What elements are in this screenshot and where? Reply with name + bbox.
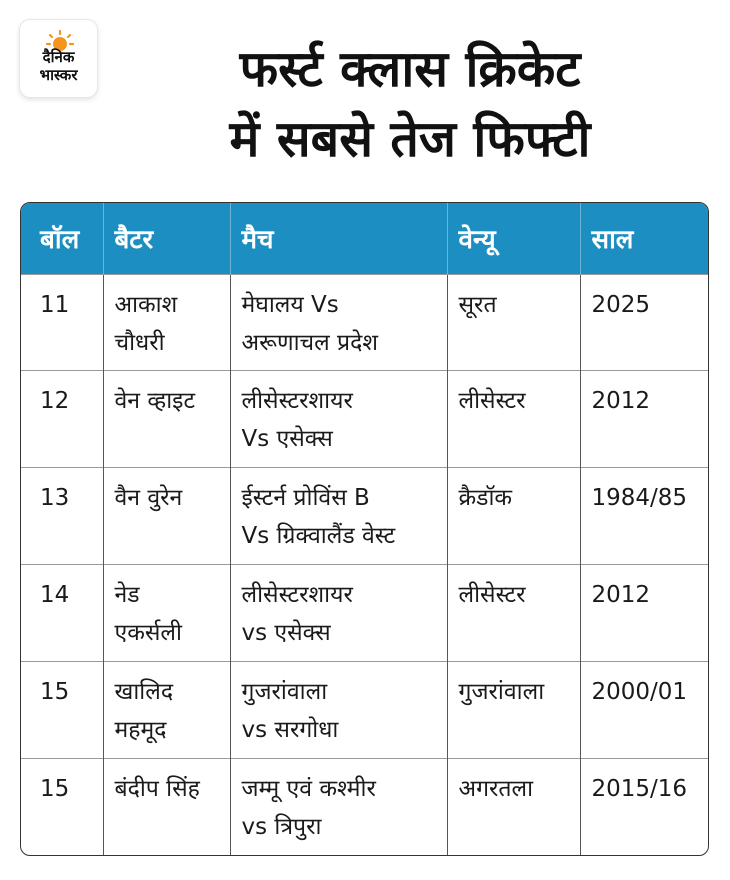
cell-match: लीसेस्टरशायर Vs एसेक्स [230,371,447,468]
col-header-match: मैच [230,203,447,274]
cell-venue: अगरतला [447,758,580,855]
cell-year: 2012 [580,371,709,468]
page-title [110,34,710,174]
brand-logo [20,20,97,97]
cell-match: जम्मू एवं कश्मीर vs त्रिपुरा [230,758,447,855]
fifty-table [20,202,709,856]
cell-batter: बंदीप सिंह [103,758,230,855]
cell-balls: 11 [21,274,103,371]
table-row [21,274,709,371]
table-row [21,371,709,468]
cell-balls: 13 [21,468,103,565]
cell-venue: लीसेस्टर [447,564,580,661]
cell-batter: वैन वुरेन [103,468,230,565]
cell-batter: आकाश चौधरी [103,274,230,371]
col-header-balls: बॉल [40,225,80,256]
cell-match: गुजरांवाला vs सरगोधा [230,661,447,758]
col-header-year: साल [580,203,709,274]
cell-balls: 14 [21,564,103,661]
cell-match: लीसेस्टरशायर vs एसेक्स [230,564,447,661]
col-header-venue: वेन्यू [447,203,580,274]
cell-balls: 15 [21,661,103,758]
cell-year: 2015/16 [580,758,709,855]
cell-balls: 15 [21,758,103,855]
cell-match: मेघालय Vs अरूणाचल प्रदेश [230,274,447,371]
cell-batter: खालिद महमूद [103,661,230,758]
cell-balls: 12 [21,371,103,468]
cell-year: 2000/01 [580,661,709,758]
table-row [21,661,709,758]
title-line2: में सबसे तेज फिफ्टी [229,110,591,168]
table-row [21,564,709,661]
table-row [21,758,709,855]
col-header-batter: बैटर [103,203,230,274]
cell-year: 2025 [580,274,709,371]
cell-batter: नेड एकर्सली [103,564,230,661]
cell-batter: वेन व्हाइट [103,371,230,468]
table-row [21,468,709,565]
cell-venue: गुजरांवाला [447,661,580,758]
cell-venue: क्रैडॉक [447,468,580,565]
cell-venue: सूरत [447,274,580,371]
title-line1: फर्स्ट क्लास क्रिकेट [239,40,581,98]
cell-match: ईस्टर्न प्रोविंस B Vs ग्रिक्वालैंड वेस्ट [230,468,447,565]
cell-year: 1984/85 [580,468,709,565]
cell-year: 2012 [580,564,709,661]
brand-line1: दैनिक [42,48,75,66]
table-header [21,203,709,274]
brand-line2: भास्कर [39,66,78,84]
cell-venue: लीसेस्टर [447,371,580,468]
